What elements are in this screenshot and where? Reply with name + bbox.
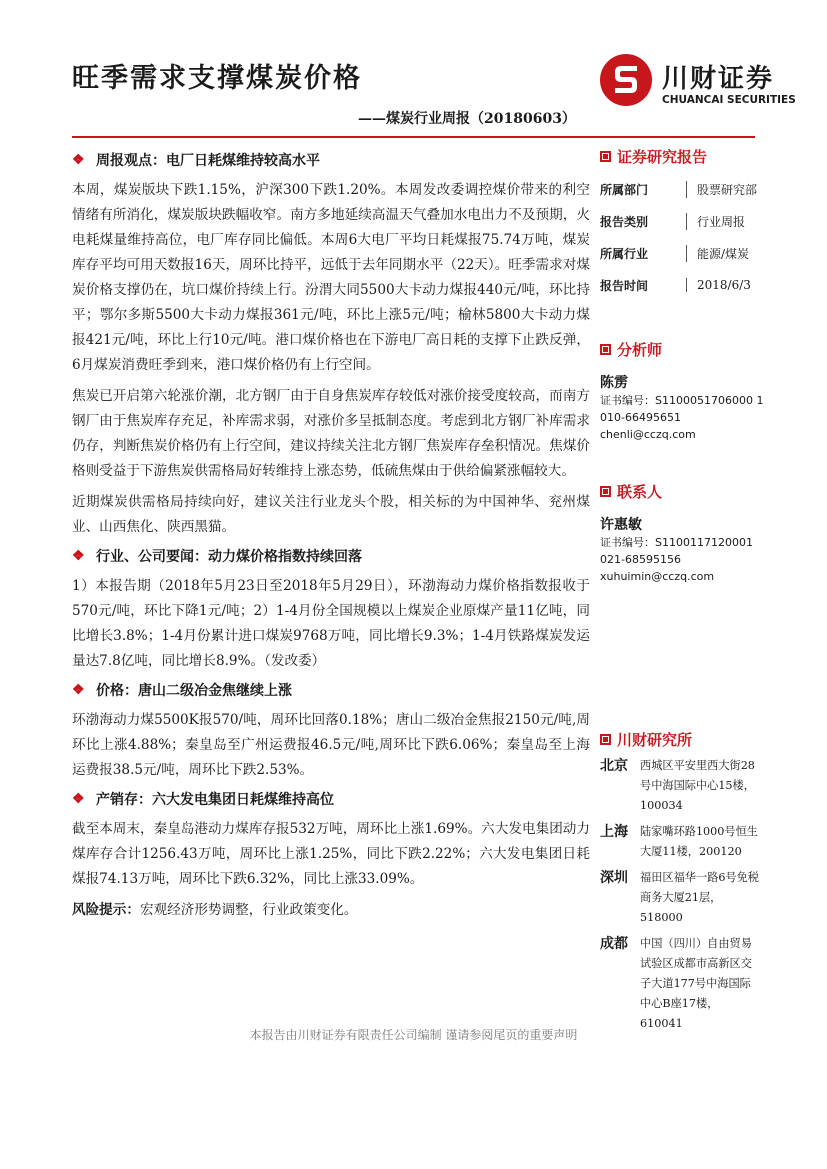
office-address: 西城区平安里西大街28号中海国际中心15楼，100034: [640, 759, 755, 812]
meta-row: 报告时间 2018/6/3: [600, 278, 751, 293]
diamond-bullet-icon: ❖: [72, 791, 85, 807]
report-heading: 证券研究报告: [600, 146, 760, 167]
meta-row: 所属行业 能源/煤炭: [600, 246, 750, 261]
paragraph: 本周，煤炭版块下跌1.15%，沪深300下跌1.20%。本周发改委调控煤价带来的利空情绪有所消化，煤炭版块跌幅收窄。南方多地延续高温天气叠加水电出力不及预期，火电耗煤量维持高位，电厂库存同比偏低。本周6大电厂平均日耗煤报75.74万吨，煤炭库存平均可用天数报16天，周环比持平，远低于去年同期水平（22天）。旺季需求对煤炭价格支撑仍在，坑口煤价持续上行。汾渭大同5500大卡动力煤报440元/吨，环比持平；鄂尔多斯5500大卡动力煤报361元/吨，环比上涨5元/吨；榆林5800大卡动力煤报421元/吨，环比上行10元/吨。港口煤价格也在下游电厂高日耗的支撑下止跌反弹，6月煤炭消费旺季到来，港口煤价格仍有上行空间。: [72, 182, 590, 373]
office-address: 中国（四川）自由贸易试验区成都市高新区交子大道177号中海国际中心B座17楼，610041: [640, 937, 752, 1030]
paragraph: 焦炭已开启第六轮涨价潮，北方钢厂由于自身焦炭库存较低对涨价接受度较高，而南方钢厂由于焦炭库存充足，补库需求弱，对涨价多呈抵制态度。考虑到北方钢厂补库需求仍存，判断焦炭价格仍有上行空间，建议持续关注北方钢厂焦炭库存垒积情况。焦煤价格则受益于下游焦炭供需格局好转维持上涨态势，低硫焦煤由于供给偏紧涨幅较大。: [72, 388, 590, 479]
meta-row: 报告类别 行业周报: [600, 214, 746, 229]
office-city: 上海: [600, 824, 628, 840]
contact-cert: 证书编号：S1100117120001: [600, 536, 753, 549]
contact-heading: 联系人: [600, 481, 760, 502]
office-address: 福田区福华一路6号免税商务大厦21层，518000: [640, 871, 759, 924]
section-news: [72, 546, 590, 674]
paragraph: 近期煤炭供需格局持续向好，建议关注行业龙头个股，相关标的为中国神华、兖州煤业、山西焦化、陕西黑猫。: [72, 494, 590, 535]
analyst-name: 陈雳: [600, 375, 628, 391]
square-bullet-icon: [600, 734, 611, 745]
analyst-cert: 证书编号：S1100051706000 1: [600, 394, 764, 407]
contact-name: 许惠敏: [600, 517, 642, 533]
square-bullet-icon: [600, 486, 611, 497]
section-price: [72, 680, 590, 783]
office-item: [600, 756, 760, 816]
contact-card: [600, 514, 760, 585]
office-address: 陆家嘴环路1000号恒生大厦11楼，200120: [640, 825, 758, 858]
main-content: [72, 150, 590, 929]
company-logo-icon: [600, 54, 652, 106]
header-divider: [72, 136, 755, 138]
risk-label: 风险提示：: [72, 902, 140, 918]
office-city: 深圳: [600, 870, 628, 886]
section-viewpoint: [72, 150, 590, 540]
section-production: [72, 789, 590, 892]
institute-heading: 川财研究所: [600, 729, 760, 750]
analyst-heading: 分析师: [600, 339, 760, 360]
sidebar: [600, 146, 764, 1040]
section-heading: ❖ 价格：唐山二级冶金焦继续上涨: [72, 682, 292, 699]
analyst-card: [600, 372, 764, 443]
analyst-email[interactable]: chenli@cczq.com: [600, 428, 696, 441]
square-bullet-icon: [600, 344, 611, 355]
office-city: 成都: [600, 936, 628, 952]
section-heading: ❖ 行业、公司要闻：动力煤价格指数持续回落: [72, 548, 362, 565]
report-meta: [600, 173, 760, 301]
office-item: [600, 868, 760, 928]
contact-email[interactable]: xuhuimin@cczq.com: [600, 570, 715, 583]
office-list: [600, 756, 760, 1034]
paragraph: 1）本报告期（2018年5月23日至2018年5月29日），环渤海动力煤价格指数报收于570元/吨，环比下降1元/吨；2）1-4月份全国规模以上煤炭企业原煤产量11亿吨，同比增长3.8%；1-4月份累计进口煤炭9768万吨，同比增长9.3%；1-4月铁路煤炭发运量达7.8亿吨，同比增长8.9%。（发改委）: [72, 578, 590, 669]
office-item: [600, 934, 760, 1034]
office-city: 北京: [600, 758, 628, 774]
diamond-bullet-icon: ❖: [72, 682, 85, 698]
contact-phone: 021-68595156: [600, 553, 681, 566]
meta-row: 所属部门 股票研究部: [600, 182, 758, 197]
office-item: [600, 822, 760, 862]
analyst-phone: 010-66495651: [600, 411, 681, 424]
page-title: 旺季需求支撑煤炭价格: [72, 63, 362, 94]
risk-text: 宏观经济形势调整，行业政策变化。: [139, 902, 358, 918]
paragraph: 截至本周末，秦皇岛港动力煤库存报532万吨，周环比上涨1.69%。六大发电集团动力煤库存合计1256.43万吨，周环比上涨1.25%，同比下跌2.22%；六大发电集团日耗煤报74.13万吨，周环比下跌6.32%，同比上涨33.09%。: [72, 821, 590, 887]
square-bullet-icon: [600, 151, 611, 162]
diamond-bullet-icon: ❖: [72, 152, 85, 168]
page-subtitle: ——煤炭行业周报（20180603）: [358, 111, 576, 127]
risk-note: [72, 898, 590, 923]
page-footer: 本报告由川财证券有限责任公司编制 谨请参阅尾页的重要声明: [249, 1028, 578, 1042]
section-heading: ❖ 周报观点：电厂日耗煤维持较高水平: [72, 152, 320, 169]
paragraph: 环渤海动力煤5500K报570/吨，周环比回落0.18%；唐山二级冶金焦报2150元/吨,周环比上涨4.88%；秦皇岛至广州运费报46.5元/吨,周环比下跌6.06%；秦皇岛至上海运费报38.5元/吨，周环比下跌2.53%。: [72, 712, 590, 778]
diamond-bullet-icon: ❖: [72, 548, 85, 564]
company-name-en: CHUANCAI SECURITIES: [662, 94, 796, 106]
company-name-cn: 川财证券: [662, 64, 775, 94]
section-heading: ❖ 产销存：六大发电集团日耗煤维持高位: [72, 791, 334, 808]
